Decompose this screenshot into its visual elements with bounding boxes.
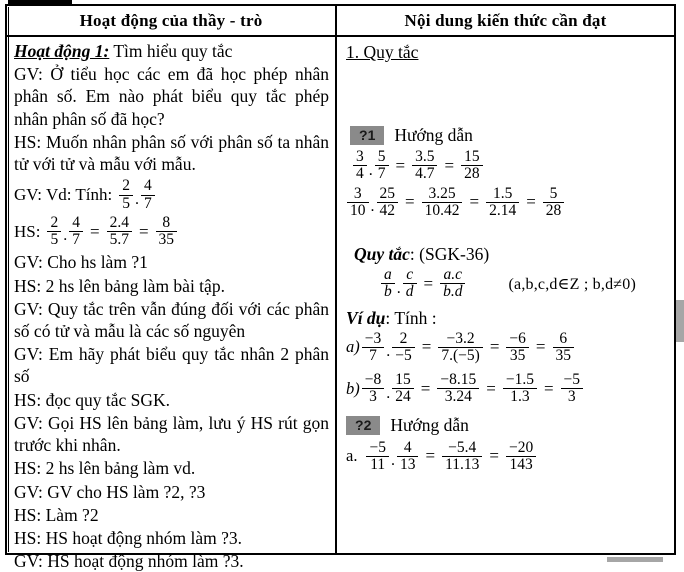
q1-equation-row2 xyxy=(346,186,668,220)
fraction xyxy=(412,149,437,183)
numerator: 3.5 xyxy=(415,148,435,165)
denominator: 11 xyxy=(366,456,389,473)
denominator: 5 xyxy=(119,195,133,212)
example-tag: a) xyxy=(346,337,360,357)
left-text-line: GV: Quy tắc trên vẫn đúng đối với các phân số có tử và mẫu là các số nguyên xyxy=(14,298,330,342)
equals-sign: = xyxy=(486,378,496,398)
q2-label: Hướng dẫn xyxy=(390,414,469,435)
equals-sign: = xyxy=(405,192,415,212)
numerator: 1.5 xyxy=(492,184,513,202)
fraction xyxy=(403,267,417,301)
multiply-dot: . xyxy=(370,198,375,216)
left-text-line: GV: Cho hs làm ?1 xyxy=(14,252,148,273)
activity-heading xyxy=(14,40,329,62)
example-tag: a. xyxy=(346,446,358,466)
numerator: −5.4 xyxy=(448,438,477,456)
fraction xyxy=(366,440,389,474)
fraction xyxy=(362,331,385,365)
fraction xyxy=(440,267,465,301)
rule-heading xyxy=(354,244,668,265)
q1-label: Hướng dẫn xyxy=(394,125,473,145)
section-title-wrapper xyxy=(344,40,668,67)
equals-sign: = xyxy=(444,155,455,175)
fraction xyxy=(422,186,463,220)
fraction xyxy=(353,149,367,183)
denominator: 13 xyxy=(397,456,419,473)
horizontal-scrollbar-thumb[interactable] xyxy=(607,557,663,562)
left-text-line: HS: đọc quy tắc SGK. xyxy=(14,389,171,410)
left-text-line: HS: Làm ?2 xyxy=(14,504,99,525)
equals-sign: = xyxy=(423,273,434,293)
right-column xyxy=(336,6,674,553)
fraction xyxy=(397,440,419,474)
denominator: 35 xyxy=(156,231,178,248)
denominator: 3 xyxy=(362,388,385,405)
denominator: 4.7 xyxy=(412,165,437,182)
vertical-scrollbar-thumb[interactable] xyxy=(676,300,684,342)
fraction xyxy=(486,186,519,220)
q1-header xyxy=(350,125,668,146)
numerator: c xyxy=(406,266,414,284)
denominator: −5 xyxy=(392,347,415,364)
left-column xyxy=(7,6,336,572)
numerator: −6 xyxy=(509,329,526,347)
fraction xyxy=(543,186,565,220)
denominator: 7 xyxy=(362,347,385,364)
fraction xyxy=(437,372,479,406)
right-column-header: Nội dung kiến thức cần đạt xyxy=(337,6,674,37)
multiply-dot: . xyxy=(390,452,395,470)
numerator: 2 xyxy=(399,329,408,347)
numerator: −8.15 xyxy=(440,371,477,389)
left-column-body xyxy=(7,37,335,572)
rule-title: Quy tắc xyxy=(354,244,410,265)
denominator: 7 xyxy=(375,165,389,182)
left-text-line: HS: 2 hs lên bảng làm vd. xyxy=(14,458,196,479)
denominator: b xyxy=(381,283,395,300)
equals-sign: = xyxy=(420,378,431,398)
right-column-body xyxy=(337,37,674,473)
multiply-dot: . xyxy=(386,343,391,361)
numerator: 3.25 xyxy=(428,184,456,202)
numerator: 8 xyxy=(162,213,171,231)
equals-sign: = xyxy=(535,337,546,357)
multiply-dot: . xyxy=(368,161,373,179)
example-label: Ví dụ xyxy=(346,307,386,328)
equals-sign: = xyxy=(421,337,432,357)
equals-sign: = xyxy=(469,192,480,212)
numerator: 3 xyxy=(356,148,364,165)
equals-sign: = xyxy=(526,192,536,212)
q2-equation-a xyxy=(346,440,668,474)
multiply-dot: . xyxy=(63,227,68,245)
denominator: 10 xyxy=(347,202,369,219)
denominator: 143 xyxy=(506,456,536,473)
denominator: 10.42 xyxy=(422,202,463,219)
left-text-line: GV: Ở tiểu học các em đã học phép nhân phân số. Em nào phát biểu quy tắc phép nhân phân số đã học? xyxy=(14,64,330,129)
example-prompt-label: GV: Vd: Tính: xyxy=(14,185,113,205)
section-title: 1. Quy tắc xyxy=(346,42,419,62)
fraction xyxy=(561,372,584,406)
example-b-equation xyxy=(346,372,668,406)
numerator: 2 xyxy=(122,177,130,195)
fraction xyxy=(47,215,61,249)
equals-sign: = xyxy=(489,337,500,357)
equals-sign: = xyxy=(543,378,554,398)
q1-badge: ?1 xyxy=(350,126,384,145)
example-tag: b) xyxy=(346,378,360,398)
equals-sign: = xyxy=(89,221,100,241)
denominator: b.d xyxy=(440,283,465,300)
denominator: 3 xyxy=(561,388,584,405)
numerator: 4 xyxy=(72,213,80,231)
rule-formula xyxy=(380,267,668,301)
denominator: 3.24 xyxy=(437,388,479,405)
left-text-line: GV: Gọi HS lên bảng làm, lưu ý HS rút gọn trước khi nhân. xyxy=(14,412,330,456)
fraction xyxy=(347,186,369,220)
multiply-dot: . xyxy=(386,384,391,402)
numerator: 25 xyxy=(379,184,396,202)
left-text-line: HS: Muốn nhân phân số với phân số ta nhân tử với tử và mẫu với mẫu. xyxy=(14,131,330,175)
fraction xyxy=(377,186,399,220)
denominator: d xyxy=(403,283,417,300)
fraction xyxy=(506,440,536,474)
fraction xyxy=(438,331,482,365)
numerator: 4 xyxy=(143,177,152,195)
rule-condition: (a,b,c,d∈Z ; b,d≠0) xyxy=(508,275,636,293)
numerator: −3.2 xyxy=(446,329,475,347)
numerator: 5 xyxy=(549,184,558,202)
fraction xyxy=(461,149,483,183)
denominator: 11.13 xyxy=(442,456,482,473)
left-column-header: Hoạt động của thầy - trò xyxy=(7,6,335,37)
fraction xyxy=(381,267,395,301)
numerator: −5 xyxy=(369,438,386,456)
numerator: 5 xyxy=(377,148,386,165)
q2-header xyxy=(346,415,668,436)
denominator: 7 xyxy=(69,231,83,248)
numerator: 2.4 xyxy=(109,213,129,231)
lesson-plan-table xyxy=(5,4,676,572)
multiply-dot: . xyxy=(396,279,401,297)
numerator: 15 xyxy=(464,148,480,165)
fraction xyxy=(503,372,537,406)
denominator: 5.7 xyxy=(107,231,132,248)
left-text-line: HS: 2 hs lên bảng làm bài tập. xyxy=(14,275,225,296)
example-heading xyxy=(346,308,668,329)
fraction xyxy=(375,149,389,183)
left-text-line: GV: HS hoạt động nhóm làm ?3. xyxy=(14,551,244,572)
activity-title: Tìm hiểu quy tắc xyxy=(109,41,233,61)
denominator: 7.(−5) xyxy=(438,347,482,364)
numerator: 15 xyxy=(395,371,411,389)
numerator: −8 xyxy=(364,371,382,389)
equals-sign: = xyxy=(425,446,436,466)
fraction xyxy=(553,331,575,365)
numerator: −20 xyxy=(508,438,534,456)
denominator: 7 xyxy=(141,195,155,212)
numerator: 3 xyxy=(353,184,362,202)
fraction xyxy=(392,372,414,406)
q2-badge: ?2 xyxy=(346,416,380,435)
teacher-example-prompt xyxy=(14,178,329,212)
student-answer-label: HS: xyxy=(14,221,41,241)
denominator: 28 xyxy=(461,165,483,182)
equals-sign: = xyxy=(138,221,149,241)
student-answer-equation xyxy=(14,215,329,249)
denominator: 35 xyxy=(506,347,529,364)
multiply-dot: . xyxy=(134,190,139,208)
numerator: a xyxy=(384,266,392,284)
fraction xyxy=(392,331,415,365)
denominator: 35 xyxy=(553,347,575,364)
fraction xyxy=(107,215,132,249)
fraction xyxy=(69,215,83,249)
numerator: 2 xyxy=(50,213,59,231)
rule-reference: : (SGK-36) xyxy=(409,244,490,265)
denominator: 5 xyxy=(47,231,61,248)
equals-sign: = xyxy=(489,446,499,466)
denominator: 2.14 xyxy=(486,202,519,219)
activity-label: Hoạt động 1: xyxy=(14,41,110,61)
fraction xyxy=(119,178,133,212)
denominator: 1.3 xyxy=(503,388,537,405)
denominator: 28 xyxy=(543,202,565,219)
equals-sign: = xyxy=(395,155,406,175)
fraction xyxy=(506,331,529,365)
denominator: 42 xyxy=(377,202,399,219)
left-text-line: GV: Em hãy phát biểu quy tắc nhân 2 phân số xyxy=(14,344,330,387)
example-suffix: : Tính : xyxy=(385,307,437,328)
numerator: a.c xyxy=(443,266,463,284)
numerator: 4 xyxy=(403,438,412,456)
fraction xyxy=(156,215,178,249)
denominator: 24 xyxy=(392,388,414,405)
fraction xyxy=(362,372,385,406)
numerator: 6 xyxy=(559,329,568,347)
fraction xyxy=(442,440,482,474)
numerator: −3 xyxy=(364,329,382,347)
left-text-line: GV: GV cho HS làm ?2, ?3 xyxy=(14,481,206,502)
denominator: 4 xyxy=(353,165,367,182)
numerator: −5 xyxy=(563,371,581,389)
left-text-line: HS: HS hoạt động nhóm làm ?3. xyxy=(14,528,242,548)
q1-equation-row1 xyxy=(352,149,668,183)
numerator: −1.5 xyxy=(505,371,534,389)
fraction xyxy=(141,178,155,212)
example-a-equation xyxy=(346,331,668,365)
